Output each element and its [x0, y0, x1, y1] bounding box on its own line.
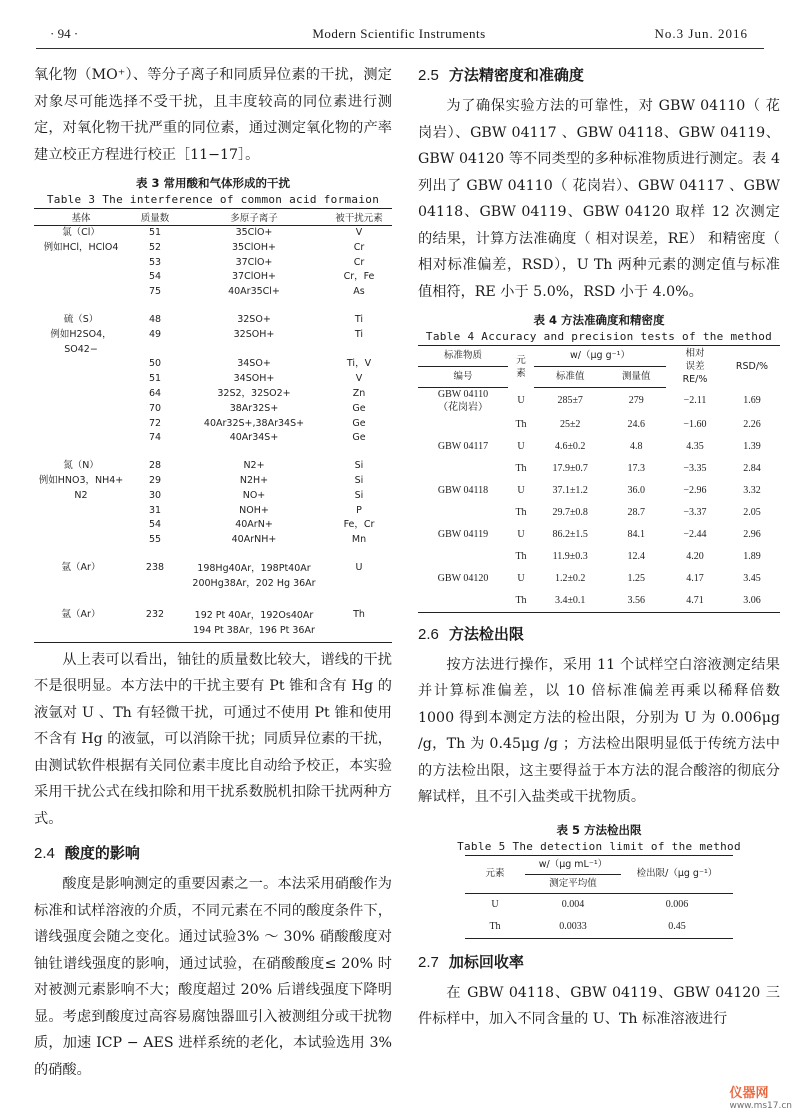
table4-measured-cell: 3.56 — [627, 595, 645, 606]
table4-caption-en: Table 4 Accuracy and precision tests of the method — [425, 330, 773, 343]
paragraph-oxide: 氧化物（MO⁺）、等分子离子和同质异位素的干扰，测定对象尽可能选择不受干扰，且丰度较高的同位素进行测定，对氧化物干扰严重的同位素，通过测定氧化物的产率建立校正方程进行校正［11−17］。 — [34, 67, 392, 163]
table4-standard-cell: 86.2±1.5 — [552, 529, 588, 540]
table4-measured-cell: 36.0 — [627, 485, 645, 496]
table3-matrix-cell — [34, 518, 128, 533]
table-row — [34, 518, 392, 533]
table4-re-cell: 4.17 — [686, 573, 704, 584]
table3-mass-cell: 75 — [148, 286, 162, 298]
table3-ion-cell: 34SO+ — [237, 358, 271, 370]
table3-spacer — [34, 300, 392, 313]
table3-spacer-cell — [34, 446, 392, 459]
table3-ion-cell: 40Ar32S+,38Ar34S+ — [203, 417, 305, 429]
table3-element-cell: Ti — [354, 328, 364, 340]
table5-element-cell: U — [491, 899, 499, 910]
table-row — [34, 285, 392, 300]
table4-body — [418, 387, 780, 612]
table3-ion-cell: N2H+ — [239, 474, 269, 486]
table4-rsd-cell: 1.69 — [743, 394, 761, 406]
table3-matrix-cell: 氩（Ar） — [61, 561, 101, 573]
table4-rsd-cell: 1.39 — [743, 441, 761, 452]
table3-matrix-cell — [34, 504, 128, 519]
table4-header-element: 元 素 — [516, 354, 526, 379]
journal-title: Modern Scientific Instruments — [312, 26, 486, 41]
table4-measured-cell: 279 — [628, 395, 644, 406]
table3-ion-cell: 37ClO+ — [235, 256, 273, 268]
table-row — [418, 546, 780, 568]
table3-matrix-cell: 例如H2SO4，SO42− — [50, 328, 112, 355]
table3-element-cell: Cr — [353, 241, 365, 253]
table3-matrix-cell: 例如HCl，HClO4 — [43, 241, 119, 253]
table3-ion-cell: 192 Pt 40Ar，192Os40Ar 194 Pt 38Ar，196 Pt 36Ar — [193, 609, 315, 636]
table3-element-cell: As — [353, 286, 365, 298]
table3-element-cell: Cr — [353, 256, 365, 268]
table-row — [34, 372, 392, 387]
table4-material-cell: GBW 04120 — [437, 573, 489, 584]
table3-element-cell: Ti，V — [346, 358, 372, 370]
table3-mass-cell: 29 — [148, 474, 162, 486]
table5-mean-cell: 0.0033 — [559, 921, 587, 932]
table3-matrix-cell: 氩（Ar） — [61, 608, 101, 620]
table3-mass-cell: 51 — [148, 373, 162, 385]
table-row — [34, 270, 392, 285]
table5-caption-en: Table 5 The detection limit of the method — [457, 839, 741, 853]
table4-material-cell: GBW 04110 （花岗岩） — [437, 388, 489, 413]
table4-element-cell: U — [517, 485, 525, 496]
table3-matrix-cell: 氯（Cl） — [62, 227, 100, 238]
table3-mass-cell: 50 — [148, 358, 162, 370]
table3-matrix-cell — [34, 285, 128, 300]
section-2-5-heading — [418, 62, 780, 89]
watermark-url: www.ms17.cn — [729, 1101, 792, 1111]
table4-rsd-cell: 3.06 — [743, 595, 761, 606]
table3-ion-cell: 32SO+ — [237, 313, 271, 325]
table3-matrix-cell: N2 — [74, 489, 88, 501]
table3-mass-cell: 232 — [145, 608, 165, 620]
table-row — [418, 387, 780, 414]
table4-measured-cell: 17.3 — [627, 463, 645, 474]
table4-element-cell: U — [517, 394, 525, 406]
table3-element-cell: Fe，Cr — [343, 519, 375, 531]
table3-mass-cell: 48 — [148, 313, 162, 325]
table4-measured-cell: 4.8 — [629, 441, 643, 452]
table3-element-cell: Cr，Fe — [343, 271, 375, 283]
table4-header-re: 相对 误差 RE/% — [682, 348, 708, 385]
table-row — [34, 533, 392, 548]
table3-mass-cell: 72 — [148, 417, 162, 429]
table-row — [34, 489, 392, 504]
table4-caption: 表 4 方法准确度和精密度 — [533, 313, 665, 327]
table3-ion-cell: 35ClOH+ — [232, 241, 276, 253]
table4-material-cell — [418, 502, 508, 524]
table3-matrix-cell — [34, 270, 128, 285]
table3-ion-cell: 40ArN+ — [235, 519, 273, 531]
table4-re-cell: −1.60 — [683, 419, 707, 430]
table4-material-cell — [418, 590, 508, 613]
table4-re-cell: −2.96 — [683, 485, 707, 496]
table4-standard-cell: 285±7 — [557, 395, 583, 406]
issue-info: No.3 Jun. 2016 — [654, 26, 748, 41]
table5-limit-cell: 0.006 — [665, 899, 689, 910]
table3-ion-cell: N2+ — [243, 460, 265, 472]
section-title: 方法精密度和准确度 — [448, 66, 584, 84]
table5-element-cell: Th — [489, 921, 501, 932]
table3-ion-cell: 198Hg40Ar，198Pt40Ar 200Hg38Ar，202 Hg 36Ar — [192, 562, 316, 589]
table4-material-cell: GBW 04119 — [437, 529, 489, 540]
table3-matrix-cell: 氮（N） — [63, 460, 99, 472]
table4-element-cell: U — [517, 441, 525, 452]
table3-matrix-cell — [34, 372, 128, 387]
table3-matrix-cell — [34, 256, 128, 271]
table3-element-cell: Th — [353, 608, 365, 620]
table3-element-cell: Mn — [351, 534, 367, 546]
table4-re-cell: 4.35 — [686, 441, 704, 452]
table4-rsd-cell: 2.05 — [743, 507, 761, 518]
table3-header: 多原子离子 — [182, 209, 326, 226]
table4-re-cell: 4.20 — [686, 551, 704, 562]
section-2-4-heading — [34, 840, 392, 867]
table4-rsd-cell: 2.96 — [743, 529, 761, 540]
paragraph-acidity: 酸度是影响测定的重要因素之一。本法采用硝酸作为标准和试样溶液的介质，不同元素在不同的酸度条件下，谱线强度会随之变化。通过试验3% ～ 30% 硝酸酸度对铀钍谱线强度的影响，通过试验，在硝酸酸度≤ 20% 时对被测元素影响不大；酸度超过 20% 后谱线强度下降明显。考虑到酸度过高容易腐蚀器皿引入被测组分或干扰物质，加速 ICP − AES 进样系统的老化，本试验选用 3% 的硝酸。 — [34, 876, 392, 1078]
table-row — [34, 402, 392, 417]
table4-measured-cell: 28.7 — [627, 507, 645, 518]
table3-mass-cell: 53 — [148, 256, 162, 268]
table-row — [34, 561, 392, 595]
table3-ion-cell: 35ClO+ — [235, 227, 273, 238]
table-row — [418, 436, 780, 458]
table4-rsd-cell: 1.89 — [743, 551, 761, 562]
table4-element-cell: U — [517, 529, 525, 540]
table5-header-element: 元素 — [485, 868, 505, 879]
table3-mass-cell: 30 — [148, 489, 162, 501]
table-row — [34, 357, 392, 372]
table-row — [34, 226, 392, 241]
table3-matrix-cell — [34, 417, 128, 432]
table4-header-rsd: RSD/% — [735, 361, 769, 372]
table4-standard-cell: 11.9±0.3 — [552, 551, 588, 562]
table3-mass-cell: 74 — [148, 432, 162, 444]
table3-caption: 表 3 常用酸和气体形成的干扰 — [135, 176, 290, 190]
table3-spacer-cell — [34, 595, 392, 608]
section-title: 酸度的影响 — [64, 844, 140, 863]
section-number: 2.4 — [34, 845, 55, 863]
left-column — [34, 62, 392, 1083]
table-row — [418, 458, 780, 480]
table4 — [418, 345, 780, 613]
table4-re-cell: −2.11 — [683, 394, 707, 406]
table4-element-cell: U — [517, 573, 525, 584]
table3-element-cell: U — [355, 561, 363, 573]
table4-standard-cell: 25±2 — [559, 419, 581, 430]
table3-spacer — [34, 595, 392, 608]
paragraph-detection-limit: 按方法进行操作，采用 11 个试样空白溶液测定结果并计算标准偏差，以 10 倍标准偏差再乘以稀释倍数 1000 得到本测定方法的检出限，分别为 U 为 0.006μg /g，Th 为 0.45μg /g ；方法检出限明显低于传统方法中的方法检出限，这主要得益于本方法的混合酸溶的彻底分解试样，且不引入盐类或干扰物质。 — [418, 656, 780, 805]
table3-ion-cell: 40ArNH+ — [231, 534, 277, 546]
table3-element-cell: Ge — [352, 402, 366, 414]
table3-header: 质量数 — [128, 209, 182, 226]
table3-element-cell: V — [355, 227, 363, 238]
table4-standard-cell: 3.4±0.1 — [554, 595, 586, 606]
table3-mass-cell: 51 — [148, 227, 162, 238]
table3-caption-en: Table 3 The interference of common acid formaion — [46, 193, 380, 206]
table-row — [34, 241, 392, 256]
table3-spacer-cell — [34, 548, 392, 561]
table-row — [418, 414, 780, 436]
table-row — [418, 480, 780, 502]
table5-limit-cell: 0.45 — [668, 921, 686, 932]
table4-standard-cell: 17.9±0.7 — [552, 463, 588, 474]
table3-mass-cell: 70 — [148, 402, 162, 414]
table4-measured-cell: 84.1 — [627, 529, 645, 540]
table3-spacer — [34, 548, 392, 561]
watermark-logo — [729, 1082, 792, 1111]
table3-matrix-cell — [34, 431, 128, 446]
table4-standard-cell: 4.6±0.2 — [554, 441, 586, 452]
table4-element-cell: Th — [515, 551, 527, 562]
table4-material-cell: GBW 04117 — [437, 441, 489, 452]
table4-material-cell: GBW 04118 — [437, 485, 489, 496]
table3-ion-cell: 34SOH+ — [233, 373, 275, 385]
table4-standard-cell: 37.1±1.2 — [552, 485, 588, 496]
table4-standard-cell: 1.2±0.2 — [554, 573, 586, 584]
table3-mass-cell: 31 — [148, 504, 162, 516]
table3-matrix-cell — [34, 387, 128, 402]
table3-ion-cell: 40Ar34S+ — [229, 432, 279, 444]
table4-measured-cell: 24.6 — [627, 419, 645, 430]
table4-header-std: 标准值 — [534, 366, 606, 387]
section-2-6-heading — [418, 621, 780, 648]
paragraph-recovery: 在 GBW 04118、GBW 04119、GBW 04120 三件标样中，加入不同含量的 U、Th 标准溶液进行 — [418, 984, 780, 1027]
table3-mass-cell: 55 — [148, 534, 162, 546]
table3-ion-cell: 32SOH+ — [233, 328, 275, 340]
table3-body — [34, 226, 392, 643]
table3-matrix-cell: 例如HNO3，NH4+ — [38, 474, 124, 486]
table5 — [465, 855, 733, 939]
table4-header-code: 编号 — [418, 366, 508, 387]
table4-measured-cell: 1.25 — [627, 573, 645, 584]
table3-matrix-cell — [34, 357, 128, 372]
table4-element-cell: Th — [515, 463, 527, 474]
section-number: 2.5 — [418, 67, 439, 84]
table3-matrix-cell — [34, 533, 128, 548]
table4-standard-cell: 29.7±0.8 — [552, 507, 588, 518]
table4-re-cell: −3.37 — [683, 507, 707, 518]
table-row — [418, 568, 780, 590]
page-header — [50, 26, 748, 46]
section-title: 方法检出限 — [448, 624, 524, 643]
header-rule — [36, 48, 764, 49]
paragraph-precision: 为了确保实验方法的可靠性，对 GBW 04110（ 花岗岩）、GBW 04117 、GBW 04118、GBW 04119、GBW 04120 等不同类型的多种标准物质进行测定。表 4 列出了 GBW 04110（ 花岗岩）、GBW 04117 、GBW 04118、GBW 04119、GBW 04120 取样 12 次测定的结果，计算方法准确度（ 相对误差，RE） 和精密度（ 相对标准偏差，RSD），U Th 两种元素的测定值与标准值相符，RE 小于 5.0%，RSD 小于 4.0%。 — [418, 98, 780, 300]
table4-material-cell — [418, 458, 508, 480]
table3-element-cell: Ge — [352, 417, 366, 429]
table3-element-cell: Ge — [352, 432, 366, 444]
table3-ion-cell: 38Ar32S+ — [229, 402, 279, 414]
table3-element-cell: Ti — [354, 313, 364, 325]
table3-spacer — [34, 446, 392, 459]
right-column — [418, 62, 780, 1033]
table4-header-material: 标准物质 — [418, 346, 508, 367]
table-row — [34, 474, 392, 489]
page-number: · 94 · — [50, 26, 79, 41]
table3-element-cell: P — [356, 504, 362, 516]
section-title: 加标回收率 — [448, 952, 524, 971]
table3-spacer-cell — [34, 300, 392, 313]
table4-element-cell: Th — [515, 507, 527, 518]
table3-element-cell: V — [355, 373, 363, 385]
table5-caption: 表 5 方法检出限 — [556, 822, 642, 837]
table5-header-mean: 测定平均值 — [549, 877, 597, 889]
table-row — [34, 504, 392, 519]
table3-matrix-cell — [34, 402, 128, 417]
table4-material-cell — [418, 414, 508, 436]
table4-element-cell: Th — [515, 595, 527, 606]
table3-mass-cell: 54 — [148, 271, 162, 283]
table4-rsd-cell: 3.45 — [743, 573, 761, 584]
table4-re-cell: 4.71 — [686, 595, 704, 606]
table3-ion-cell: 37ClOH+ — [232, 271, 276, 283]
table4-material-cell — [418, 546, 508, 568]
paragraph-interference: 从上表可以看出，铀钍的质量数比较大，谱线的干扰不是很明显。本方法中的干扰主要有 Pt 锥和含有 Hg 的液氩对 U 、Th 有轻微干扰，可通过不使用 Pt 锥和使用不含有 Hg 的液氩，可以消除干扰；同质异位素的干扰，由测试软件根据有关同位素丰度比自动给予校正，本实验采用干扰公式在线扣除和用干扰系数脱机扣除干扰两种方式。 — [34, 651, 392, 827]
section-number: 2.6 — [418, 625, 439, 643]
table-row — [34, 608, 392, 643]
table4-rsd-cell: 2.84 — [743, 463, 761, 474]
table4-rsd-cell: 3.32 — [743, 485, 761, 496]
table-row — [34, 459, 392, 474]
table4-re-cell: −2.44 — [683, 529, 707, 540]
table3-ion-cell: NO+ — [242, 489, 266, 501]
table5-mean-cell: 0.004 — [561, 899, 585, 910]
section-2-7-heading — [418, 949, 780, 976]
watermark-name: 仪器网 — [729, 1086, 769, 1101]
table-row — [465, 916, 733, 939]
table4-measured-cell: 12.4 — [627, 551, 645, 562]
table3-header: 被干扰元素 — [326, 209, 392, 226]
table3-mass-cell: 238 — [145, 561, 165, 573]
table4-element-cell: Th — [515, 419, 527, 430]
table-row — [465, 893, 733, 916]
table-row — [34, 256, 392, 271]
table3-element-cell: Si — [354, 474, 364, 486]
table3-mass-cell: 28 — [148, 460, 162, 472]
table3-mass-cell: 49 — [148, 328, 162, 340]
table3-mass-cell: 52 — [148, 241, 162, 253]
table3-ion-cell: NOH+ — [239, 504, 269, 516]
table4-re-cell: −3.35 — [683, 463, 707, 474]
table-row — [418, 590, 780, 613]
table3-mass-cell: 64 — [148, 387, 162, 399]
table4-rsd-cell: 2.26 — [743, 419, 761, 430]
table3-element-cell: Si — [354, 460, 364, 472]
table3-header: 基体 — [34, 209, 128, 226]
table4-header-w: w/（μg g⁻¹） — [534, 346, 666, 367]
section-number: 2.7 — [418, 953, 439, 971]
table-row — [34, 313, 392, 328]
table-row — [418, 502, 780, 524]
table-row — [418, 524, 780, 546]
table3-mass-cell: 54 — [148, 519, 162, 531]
table5-header-limit: 检出限/（μg g⁻¹） — [636, 868, 718, 879]
table3 — [34, 208, 392, 643]
table-row — [34, 431, 392, 446]
table3-matrix-cell: 硫（S） — [63, 313, 99, 325]
table-row — [34, 417, 392, 432]
table-row — [34, 328, 392, 358]
table3-ion-cell: 32S2，32SO2+ — [217, 387, 291, 399]
table5-body — [465, 893, 733, 938]
table5-header-w: w/（μg mL⁻¹） — [525, 855, 621, 874]
table3-element-cell: Zn — [352, 387, 366, 399]
table-row — [34, 387, 392, 402]
table3-element-cell: Si — [354, 489, 364, 501]
table4-header-meas: 测量值 — [606, 366, 666, 387]
table3-ion-cell: 40Ar35Cl+ — [228, 286, 280, 298]
